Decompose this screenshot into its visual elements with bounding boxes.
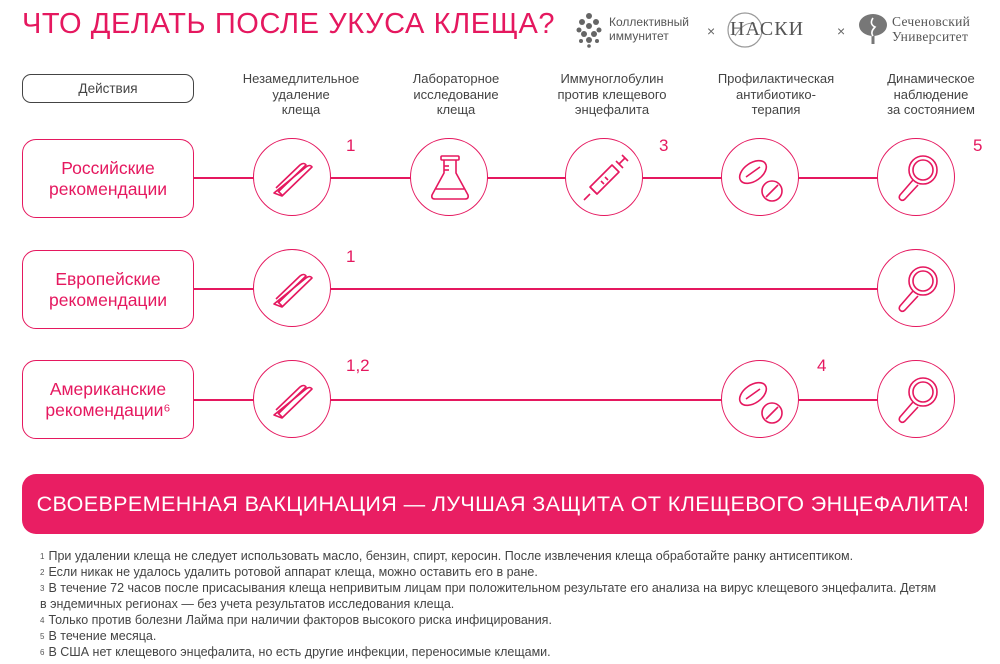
tweezers-icon: [254, 361, 332, 439]
row-label-european-text: Европейские рекомендации: [49, 268, 167, 310]
magnifier-icon: [878, 250, 956, 328]
vaccination-banner: [22, 474, 984, 534]
flask-circle: [410, 138, 488, 216]
magnifier-circle-ru: [877, 138, 955, 216]
footnote-ref-us-1-2: 1,2: [346, 356, 370, 375]
tweezers-icon: [254, 250, 332, 328]
pills-icon: [722, 139, 800, 217]
footnote-6-text: В США нет клещевого энцефалита, но есть другие инфекции, переносимые клещами.: [48, 645, 551, 659]
nasci-logo-text: НАСКИ: [730, 18, 805, 40]
logo3-line2: Университет: [892, 29, 969, 44]
magnifier-circle-eu: [877, 249, 955, 327]
footnote-ref-ru-1: 1: [346, 136, 356, 155]
footnote-6: [40, 644, 940, 660]
logo3-line1: Сеченовский: [892, 14, 971, 29]
row-label-russian: [22, 139, 194, 218]
footnote-5-text: В течение месяца.: [48, 629, 157, 643]
footnote-1-text: При удалении клеща не следует использовать масло, бензин, спирт, керосин. После извлечения клеща обработайте ранку антисептиком.: [48, 549, 854, 563]
logo1-line1: Коллективный: [609, 15, 689, 29]
flask-icon: [411, 139, 489, 217]
footnote-4-number: 4: [40, 616, 45, 625]
column-header-observation: Динамическое наблюдение за состоянием: [887, 71, 975, 117]
column-header-lab-testing: Лабораторное исследование клеща: [412, 71, 500, 117]
pills-circle-ru: [721, 138, 799, 216]
row-label-american-text: Американские рекомендации⁶: [45, 378, 171, 420]
vaccination-banner-text: СВОЕВРЕМЕННАЯ ВАКЦИНАЦИЯ — ЛУЧШАЯ ЗАЩИТА ОТ КЛЕЩЕВОГО ЭНЦЕФАЛИТА!: [36, 491, 970, 516]
footnote-1: [40, 548, 940, 564]
tweezers-icon: [254, 139, 332, 217]
row-label-american: [22, 360, 194, 439]
footnote-ref-ru-3: 3: [659, 136, 669, 155]
footnote-3-number: 3: [40, 584, 45, 593]
separator-2: ×: [837, 23, 846, 39]
partner-logos: [575, 10, 995, 50]
footnote-2: [40, 564, 940, 580]
footnote-2-number: 2: [40, 568, 45, 577]
footnote-ref-us-4: 4: [817, 356, 827, 375]
tweezers-circle: [253, 138, 331, 216]
pills-icon: [722, 361, 800, 439]
footnote-6-number: 6: [40, 648, 45, 657]
syringe-circle: [565, 138, 643, 216]
column-header-antibiotic: Профилактическая антибиотико- терапия: [717, 71, 835, 117]
footnote-1-number: 1: [40, 552, 45, 561]
footnote-5: [40, 628, 940, 644]
footnotes: [40, 548, 940, 660]
collective-immunity-logo-icon: [575, 12, 603, 48]
footnote-3: [40, 580, 940, 612]
column-header-tick-removal: Незамедлительное удаление клеща: [242, 71, 360, 117]
magnifier-icon: [878, 361, 956, 439]
page-title: ЧТО ДЕЛАТЬ ПОСЛЕ УКУСА КЛЕЩА?: [22, 8, 556, 40]
sechenov-logo-text: [892, 14, 970, 44]
footnote-4-text: Только против болезни Лайма при наличии факторов высокого риска инфицирования.: [48, 613, 552, 627]
footnote-ref-ru-5: 5: [973, 136, 983, 155]
row-label-european: [22, 250, 194, 329]
tweezers-circle-us: [253, 360, 331, 438]
actions-header: Действия: [22, 74, 194, 103]
footnote-4: [40, 612, 940, 628]
syringe-icon: [566, 139, 644, 217]
tweezers-circle-eu: [253, 249, 331, 327]
footnote-3-text: В течение 72 часов после присасывания клеща непривитым лицам при положительном результате его анализа на вирус клещевого энцефалита. Детям в эндемичных регионах — без учета результатов исследования клеща.: [40, 581, 937, 611]
footnote-2-text: Если никак не удалось удалить ротовой аппарат клеща, можно оставить его в ране.: [48, 565, 538, 579]
separator-1: ×: [707, 23, 716, 39]
magnifier-icon: [878, 139, 956, 217]
logo1-line2: иммунитет: [609, 29, 669, 43]
tree-emblem-icon: [857, 12, 889, 46]
row-label-russian-text: Российские рекомендации: [49, 157, 167, 199]
footnote-5-number: 5: [40, 632, 45, 641]
footnote-ref-eu-1: 1: [346, 247, 356, 266]
pills-circle-us: [721, 360, 799, 438]
magnifier-circle-us: [877, 360, 955, 438]
column-header-immunoglobulin: Иммуноглобулин против клещевого энцефалита: [557, 71, 667, 117]
